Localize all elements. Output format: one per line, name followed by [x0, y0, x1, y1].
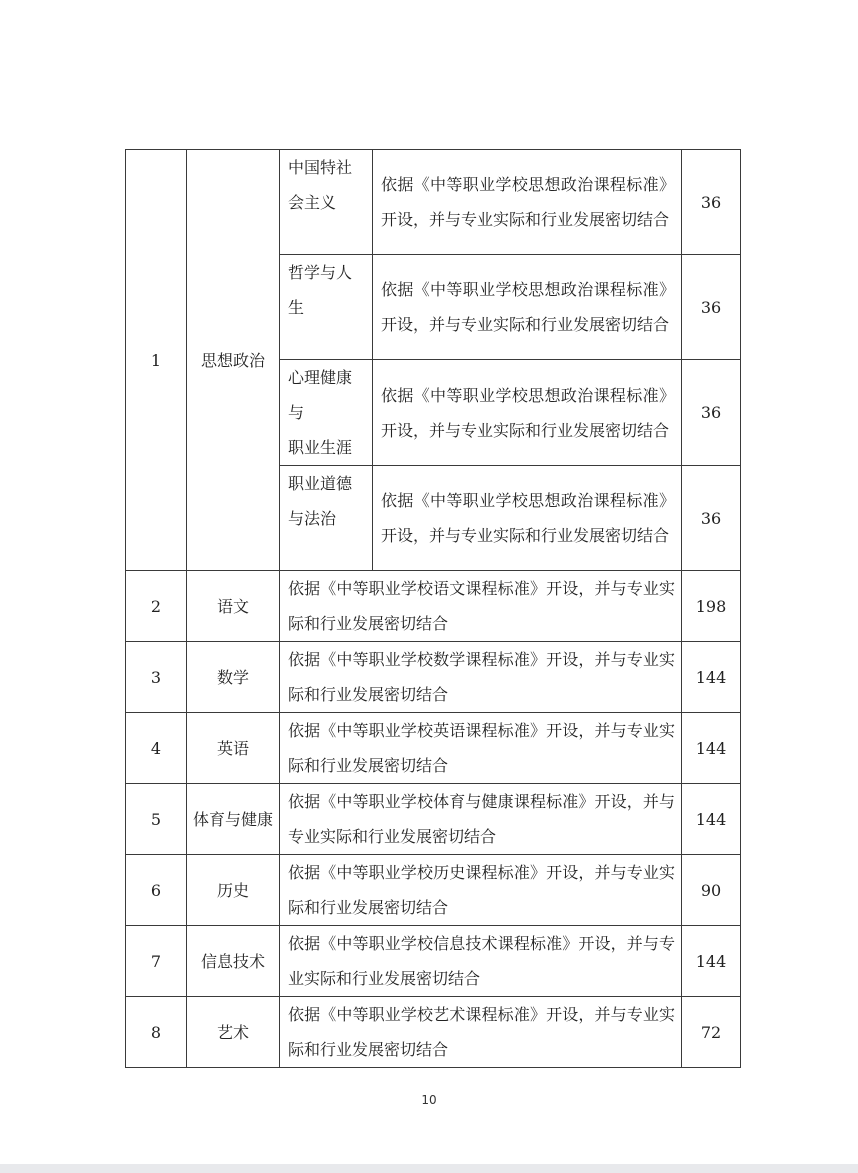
- course-description: 依据《中等职业学校数学课程标准》开设，并与专业实际和行业发展密切结合: [280, 642, 682, 713]
- row-number: 5: [126, 784, 187, 855]
- class-hours: 90: [682, 855, 741, 926]
- page-number: 10: [421, 1093, 437, 1107]
- module-name: [280, 360, 373, 466]
- module-name: 中国特社会主义: [280, 150, 373, 255]
- subject-name: 体育与健康: [187, 784, 280, 855]
- table-row: [126, 997, 741, 1068]
- table-row: [126, 784, 741, 855]
- module-name: 职业道德与法治: [280, 466, 373, 571]
- table-row: [126, 571, 741, 642]
- course-description: 依据《中等职业学校语文课程标准》开设，并与专业实际和行业发展密切结合: [280, 571, 682, 642]
- subject-name: 英语: [187, 713, 280, 784]
- row-number: 6: [126, 855, 187, 926]
- class-hours: 36: [682, 255, 741, 360]
- course-description: 依据《中等职业学校历史课程标准》开设，并与专业实际和行业发展密切结合: [280, 855, 682, 926]
- table-row: [126, 926, 741, 997]
- table-row: [126, 642, 741, 713]
- class-hours: 72: [682, 997, 741, 1068]
- class-hours: 144: [682, 784, 741, 855]
- viewer-bottom-strip: [0, 1164, 858, 1173]
- class-hours: 198: [682, 571, 741, 642]
- module-name: 哲学与人生: [280, 255, 373, 360]
- row-number: 3: [126, 642, 187, 713]
- class-hours: 144: [682, 713, 741, 784]
- module-description: 依据《中等职业学校思想政治课程标准》开设，并与专业实际和行业发展密切结合: [373, 360, 682, 466]
- row-number: 1: [126, 150, 187, 571]
- row-number: 7: [126, 926, 187, 997]
- row-number: 8: [126, 997, 187, 1068]
- table-row: [126, 855, 741, 926]
- module-name-line: 职业生涯: [288, 438, 353, 457]
- module-description: 依据《中等职业学校思想政治课程标准》开设，并与专业实际和行业发展密切结合: [373, 255, 682, 360]
- class-hours: 144: [682, 926, 741, 997]
- subject-name: 思想政治: [187, 150, 280, 571]
- module-description: 依据《中等职业学校思想政治课程标准》开设，并与专业实际和行业发展密切结合: [373, 150, 682, 255]
- subject-name: 数学: [187, 642, 280, 713]
- table-row: [126, 713, 741, 784]
- subject-name: 语文: [187, 571, 280, 642]
- module-description: 依据《中等职业学校思想政治课程标准》开设，并与专业实际和行业发展密切结合: [373, 466, 682, 571]
- module-name-line: 心理健康: [288, 368, 353, 387]
- class-hours: 36: [682, 360, 741, 466]
- class-hours: 144: [682, 642, 741, 713]
- course-description: 依据《中等职业学校体育与健康课程标准》开设，并与专业实际和行业发展密切结合: [280, 784, 682, 855]
- class-hours: 36: [682, 150, 741, 255]
- row-number: 4: [126, 713, 187, 784]
- table-row: [126, 150, 741, 255]
- subject-name: 信息技术: [187, 926, 280, 997]
- course-description: 依据《中等职业学校英语课程标准》开设，并与专业实际和行业发展密切结合: [280, 713, 682, 784]
- curriculum-table: [125, 149, 741, 1068]
- row-number: 2: [126, 571, 187, 642]
- course-description: 依据《中等职业学校信息技术课程标准》开设，并与专业实际和行业发展密切结合: [280, 926, 682, 997]
- course-description: 依据《中等职业学校艺术课程标准》开设，并与专业实际和行业发展密切结合: [280, 997, 682, 1068]
- module-name-line: 与: [288, 403, 305, 422]
- subject-name: 历史: [187, 855, 280, 926]
- class-hours: 36: [682, 466, 741, 571]
- subject-name: 艺术: [187, 997, 280, 1068]
